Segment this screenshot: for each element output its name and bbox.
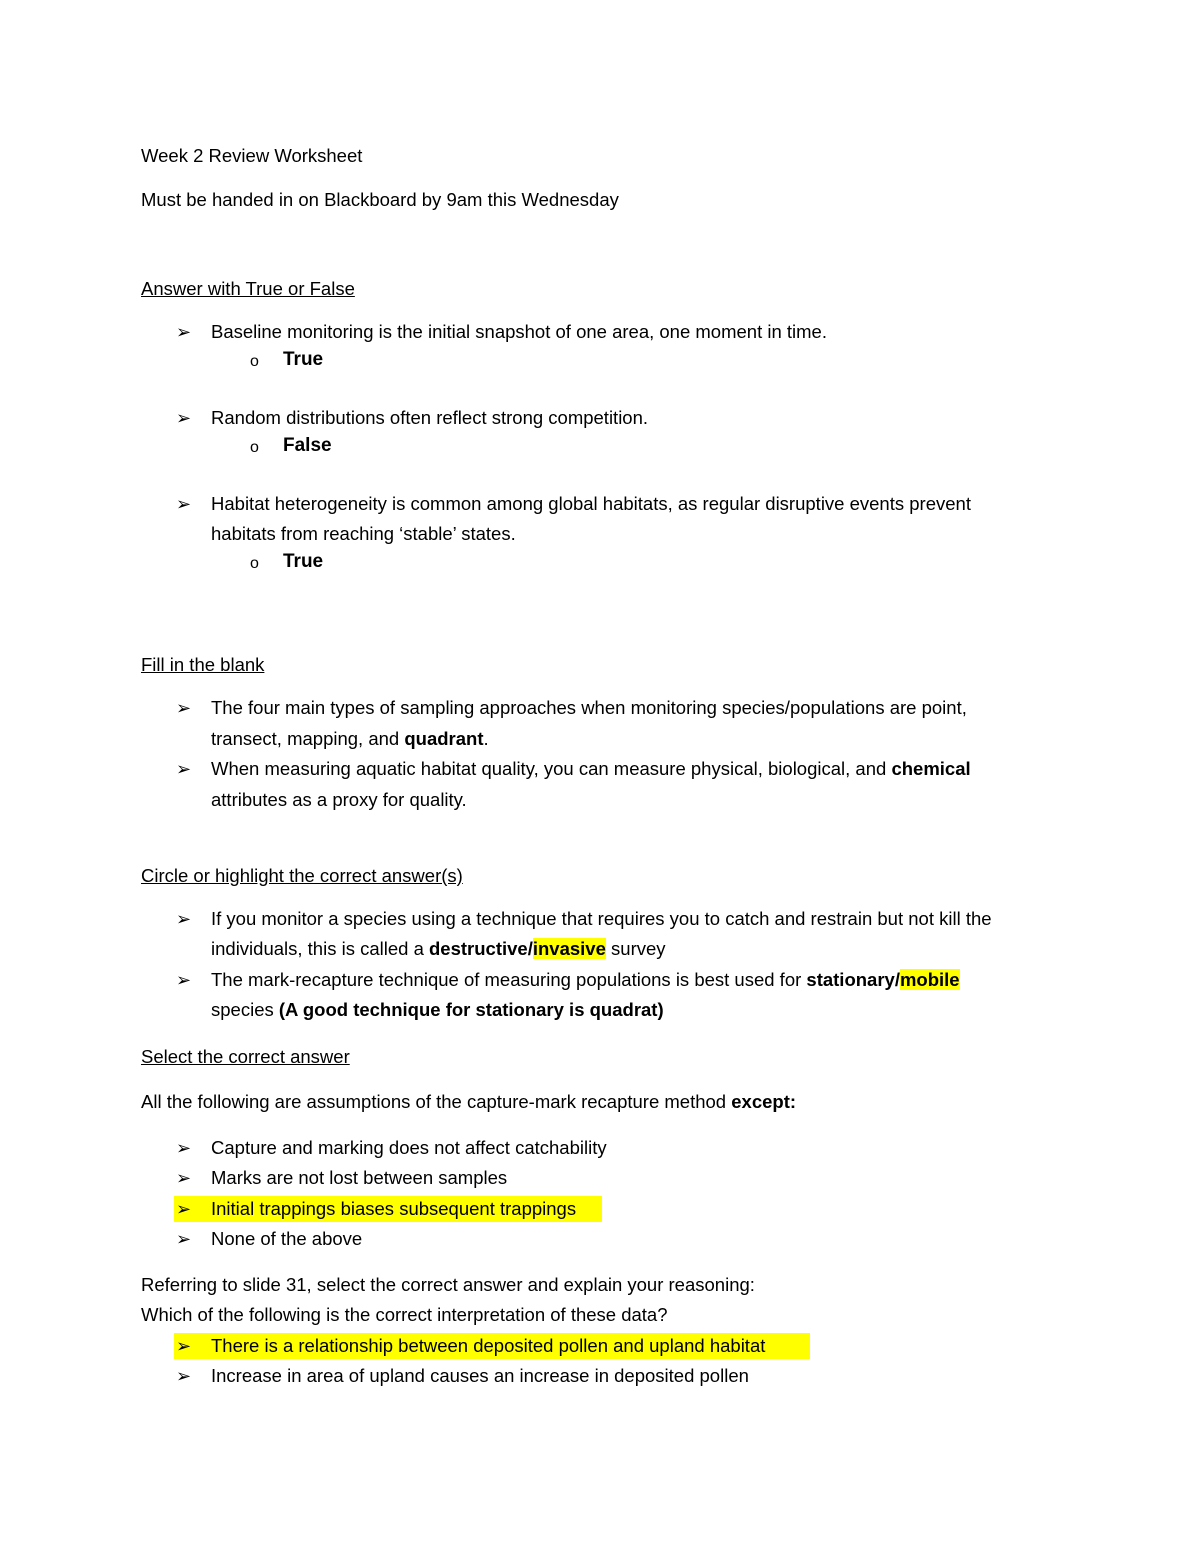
select-option-1: Capture and marking does not affect catchability bbox=[211, 1137, 607, 1158]
sub-bullet: o bbox=[250, 353, 259, 370]
select-option-2: Marks are not lost between samples bbox=[211, 1167, 508, 1188]
tf-question-1: Baseline monitoring is the initial snapshot of one area, one moment in time. bbox=[211, 321, 827, 342]
fill-q1-text: transect, mapping, and bbox=[211, 728, 405, 749]
circle-question-1-line1: If you monitor a species using a technique that requires you to catch and restrain but not kill the bbox=[211, 908, 992, 929]
circle-q2-option-stationary: stationary/ bbox=[806, 969, 900, 990]
select-prompt bbox=[141, 1090, 796, 1114]
tf-heading: Answer with True or False bbox=[141, 278, 355, 299]
worksheet-title: Week 2 Review Worksheet bbox=[141, 145, 363, 166]
sub-bullet: o bbox=[250, 439, 259, 456]
slide-option-2: Increase in area of upland causes an increase in deposited pollen bbox=[211, 1365, 749, 1386]
select-prompt-text: All the following are assumptions of the capture-mark recapture method bbox=[141, 1091, 732, 1112]
arrow-bullet-icon: ➢ bbox=[176, 698, 192, 718]
circle-heading: Circle or highlight the correct answer(s) bbox=[141, 865, 463, 886]
sub-bullet: o bbox=[250, 555, 259, 572]
tf-answer-1: True bbox=[283, 349, 324, 370]
arrow-bullet-icon: ➢ bbox=[176, 1366, 192, 1386]
fill-heading: Fill in the blank bbox=[141, 654, 265, 675]
arrow-bullet-icon: ➢ bbox=[176, 759, 192, 779]
select-option-3: Initial trappings biases subsequent trappings bbox=[211, 1198, 577, 1219]
circle-q1-option-destructive: destructive/ bbox=[429, 938, 533, 959]
fill-question-1-line1: The four main types of sampling approaches when monitoring species/populations are point, bbox=[211, 697, 967, 718]
due-note: Must be handed in on Blackboard by 9am this Wednesday bbox=[141, 189, 619, 210]
circle-q1-option-invasive: invasive bbox=[532, 938, 606, 959]
circle-question-2-line2 bbox=[211, 998, 664, 1022]
circle-q2-species: species bbox=[211, 999, 279, 1020]
slide-prompt-1: Referring to slide 31, select the correct answer and explain your reasoning: bbox=[141, 1274, 755, 1295]
fill-answer-2: chemical bbox=[891, 758, 971, 779]
select-heading: Select the correct answer bbox=[141, 1046, 350, 1067]
arrow-bullet-icon: ➢ bbox=[176, 1138, 192, 1158]
tf-question-2: Random distributions often reflect strong competition. bbox=[211, 407, 649, 428]
select-option-4: None of the above bbox=[211, 1228, 363, 1249]
circle-q1-text: individuals, this is called a bbox=[211, 938, 429, 959]
arrow-bullet-icon: ➢ bbox=[176, 1168, 192, 1188]
arrow-bullet-icon: ➢ bbox=[176, 408, 192, 428]
select-prompt-except: except bbox=[731, 1091, 790, 1112]
circle-q2-text: The mark-recapture technique of measuring populations is best used for bbox=[211, 969, 807, 990]
circle-question-1-line2 bbox=[211, 937, 666, 961]
fill-q2-text: When measuring aquatic habitat quality, you can measure physical, biological, and bbox=[211, 758, 892, 779]
circle-q2-note: (A good technique for stationary is quadrat) bbox=[278, 999, 664, 1020]
arrow-bullet-icon: ➢ bbox=[176, 1199, 192, 1219]
slide-prompt-2: Which of the following is the correct interpretation of these data? bbox=[141, 1304, 668, 1325]
fill-question-2-line2: attributes as a proxy for quality. bbox=[211, 789, 467, 810]
tf-answer-3: True bbox=[283, 551, 324, 572]
fill-question-2-line1 bbox=[211, 757, 971, 781]
arrow-bullet-icon: ➢ bbox=[176, 909, 192, 929]
circle-q1-end: survey bbox=[605, 938, 666, 959]
fill-question-1-line2 bbox=[211, 727, 489, 751]
tf-answer-2: False bbox=[283, 435, 332, 456]
fill-q1-period: . bbox=[483, 728, 489, 749]
arrow-bullet-icon: ➢ bbox=[176, 1336, 192, 1356]
arrow-bullet-icon: ➢ bbox=[176, 322, 192, 342]
arrow-bullet-icon: ➢ bbox=[176, 970, 192, 990]
slide-option-1: There is a relationship between deposited pollen and upland habitat bbox=[211, 1335, 766, 1356]
select-prompt-colon: : bbox=[789, 1091, 797, 1112]
arrow-bullet-icon: ➢ bbox=[176, 1229, 192, 1249]
tf-question-3-line1: Habitat heterogeneity is common among global habitats, as regular disruptive events prevent bbox=[211, 493, 971, 514]
fill-answer-1: quadrant bbox=[404, 728, 484, 749]
tf-question-3-line2: habitats from reaching ‘stable’ states. bbox=[211, 523, 516, 544]
arrow-bullet-icon: ➢ bbox=[176, 494, 192, 514]
circle-q2-option-mobile: mobile bbox=[899, 969, 960, 990]
circle-question-2-line1 bbox=[211, 968, 960, 992]
